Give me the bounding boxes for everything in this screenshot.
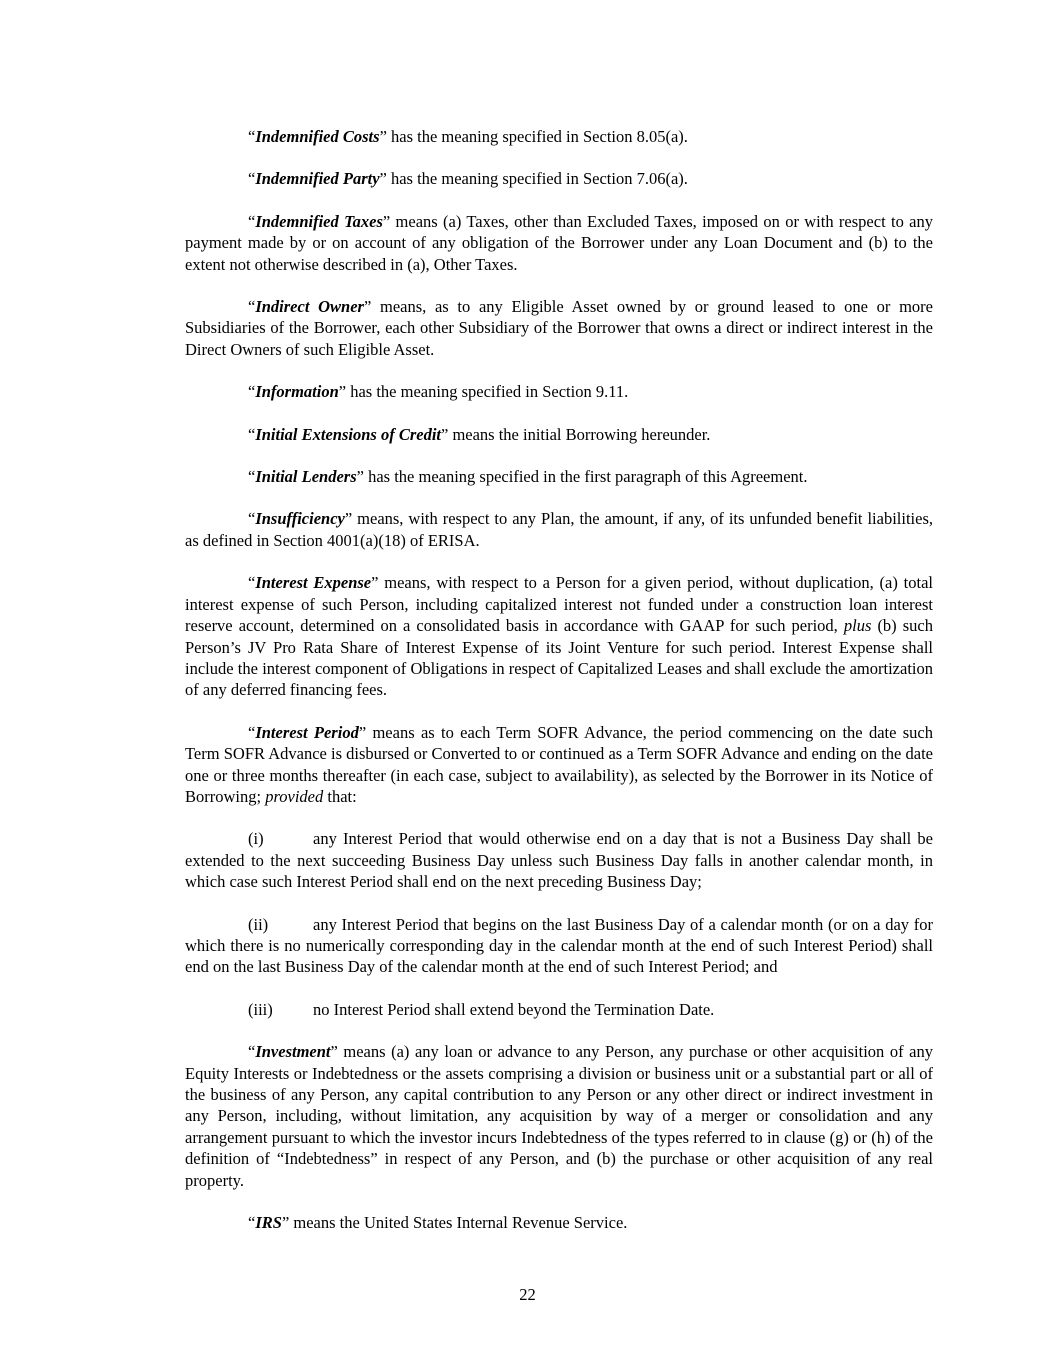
defined-term: Indemnified Taxes (255, 211, 383, 231)
definition-paragraph (185, 1212, 933, 1233)
text-segment: ” means the United States Internal Revenue Service. (281, 1213, 628, 1233)
text-segment: ” means as to each Term SOFR Advance, the period commencing on the date such Term SOFR Advance is disbursed or Converted to or continued as a Term SOFR Advance and ending on the date one or three months thereafter (in each case, subject to availability), as selected by the Borrower in its Notice of Borrowing; (185, 722, 933, 806)
page-number: 22 (519, 1285, 536, 1304)
text-segment: ” has the meaning specified in the first paragraph of this Agreement. (356, 467, 808, 487)
text-segment: ” means, with respect to a Person for a given period, without duplication, (a) total interest expense of such Person, including capitalized interest not funded under a construction loan interest reserve account, determined on a consolidated basis in accordance with GAAP for such period, (185, 573, 933, 636)
defined-term: Interest Period (255, 722, 359, 742)
definition-paragraph (185, 572, 933, 700)
definition-paragraph (185, 424, 933, 445)
text-segment: ” means (a) any loan or advance to any Person, any purchase or other acquisition of any Equity Interests or Indebtedness or the assets comprising a division or business unit or a substantial part or all of the business of any Person, any capital contribution to any Person or any other direct or indirect investment in any Person, including, without limitation, any acquisition by way of a merger or consolidation and any arrangement pursuant to which the investor incurs Indebtedness of the types referred to in clause (g) or (h) of the definition of “Indebtedness” in respect of any Person, and (b) the purchase or other acquisition of any real property. (185, 1042, 933, 1190)
definition-paragraph (185, 168, 933, 189)
text-segment: ” has the meaning specified in Section 9.11. (338, 382, 629, 402)
text-segment: “ (248, 722, 256, 742)
clause-paragraph (185, 999, 933, 1020)
definition-paragraph (185, 126, 933, 147)
document-body (185, 126, 933, 1254)
defined-term: Interest Expense (255, 573, 372, 593)
defined-term: Indirect Owner (255, 297, 364, 317)
clause-number: (ii) (248, 914, 269, 934)
text-segment: “ (248, 211, 256, 231)
clause-paragraph (185, 828, 933, 892)
defined-term: Investment (255, 1042, 331, 1062)
text-segment: any Interest Period that would otherwise end on a day that is not a Business Day shall be extended to the next succeeding Business Day unless such Business Day falls in another calendar month, in which case such Interest Period shall end on the next preceding Business Day; (185, 829, 933, 892)
defined-term: Information (255, 382, 339, 402)
text-segment: ” means the initial Borrowing hereunder. (441, 424, 711, 444)
text-segment: “ (248, 509, 256, 529)
clause-paragraph (185, 914, 933, 978)
definition-paragraph (185, 381, 933, 402)
text-segment: provided (265, 786, 324, 806)
text-segment: “ (248, 297, 256, 317)
text-segment: “ (248, 382, 256, 402)
text-segment: that: (323, 786, 357, 806)
defined-term: IRS (255, 1213, 282, 1233)
text-segment: “ (248, 424, 256, 444)
text-segment: “ (248, 1213, 256, 1233)
text-segment: ” means (a) Taxes, other than Excluded Taxes, imposed on or with respect to any payment made by or on account of any obligation of the Borrower under any Loan Document and (b) to the extent not otherwise described in (a), Other Taxes. (185, 211, 933, 274)
defined-term: Initial Lenders (255, 467, 357, 487)
clause-number: (iii) (248, 999, 273, 1019)
text-segment: “ (248, 1042, 256, 1062)
text-segment: ” means, as to any Eligible Asset owned by or ground leased to one or more Subsidiaries of the Borrower, each other Subsidiary of the Borrower that owns a direct or indirect interest in the Direct Owners of such Eligible Asset. (185, 297, 933, 359)
defined-term: Initial Extensions of Credit (255, 424, 441, 444)
text-segment: ” has the meaning specified in Section 7.06(a). (379, 169, 688, 189)
text-segment: plus (843, 616, 872, 636)
definition-paragraph (185, 1041, 933, 1191)
definition-paragraph (185, 296, 933, 360)
text-segment: “ (248, 467, 256, 487)
defined-term: Indemnified Party (255, 169, 380, 189)
definition-paragraph (185, 508, 933, 551)
text-segment: ” means, with respect to any Plan, the amount, if any, of its unfunded benefit liabilities, as defined in Section 4001(a)(18) of ERISA. (185, 509, 933, 550)
defined-term: Insufficiency (255, 509, 345, 529)
definition-paragraph (185, 466, 933, 487)
text-segment: (b) such Person’s JV Pro Rata Share of Interest Expense of its Joint Venture for such period. Interest Expense shall include the interest component of Obligations in respect of Capitalized Leases and shall exclude the amortization of any deferred financing fees. (185, 616, 933, 700)
text-segment: “ (248, 169, 256, 189)
defined-term: Indemnified Costs (255, 127, 380, 146)
text-segment: ” has the meaning specified in Section 8.05(a). (379, 127, 688, 146)
definition-paragraph (185, 722, 933, 808)
text-segment: no Interest Period shall extend beyond the Termination Date. (313, 999, 715, 1019)
definition-paragraph (185, 211, 933, 275)
text-segment: “ (248, 573, 256, 593)
clause-number: (i) (248, 829, 264, 849)
text-segment: “ (248, 127, 256, 146)
text-segment: any Interest Period that begins on the last Business Day of a calendar month (or on a day for which there is no numerically corresponding day in the calendar month at the end of such Interest Period) shall end on the last Business Day of the calendar month at the end of such Interest Period; and (185, 914, 933, 977)
